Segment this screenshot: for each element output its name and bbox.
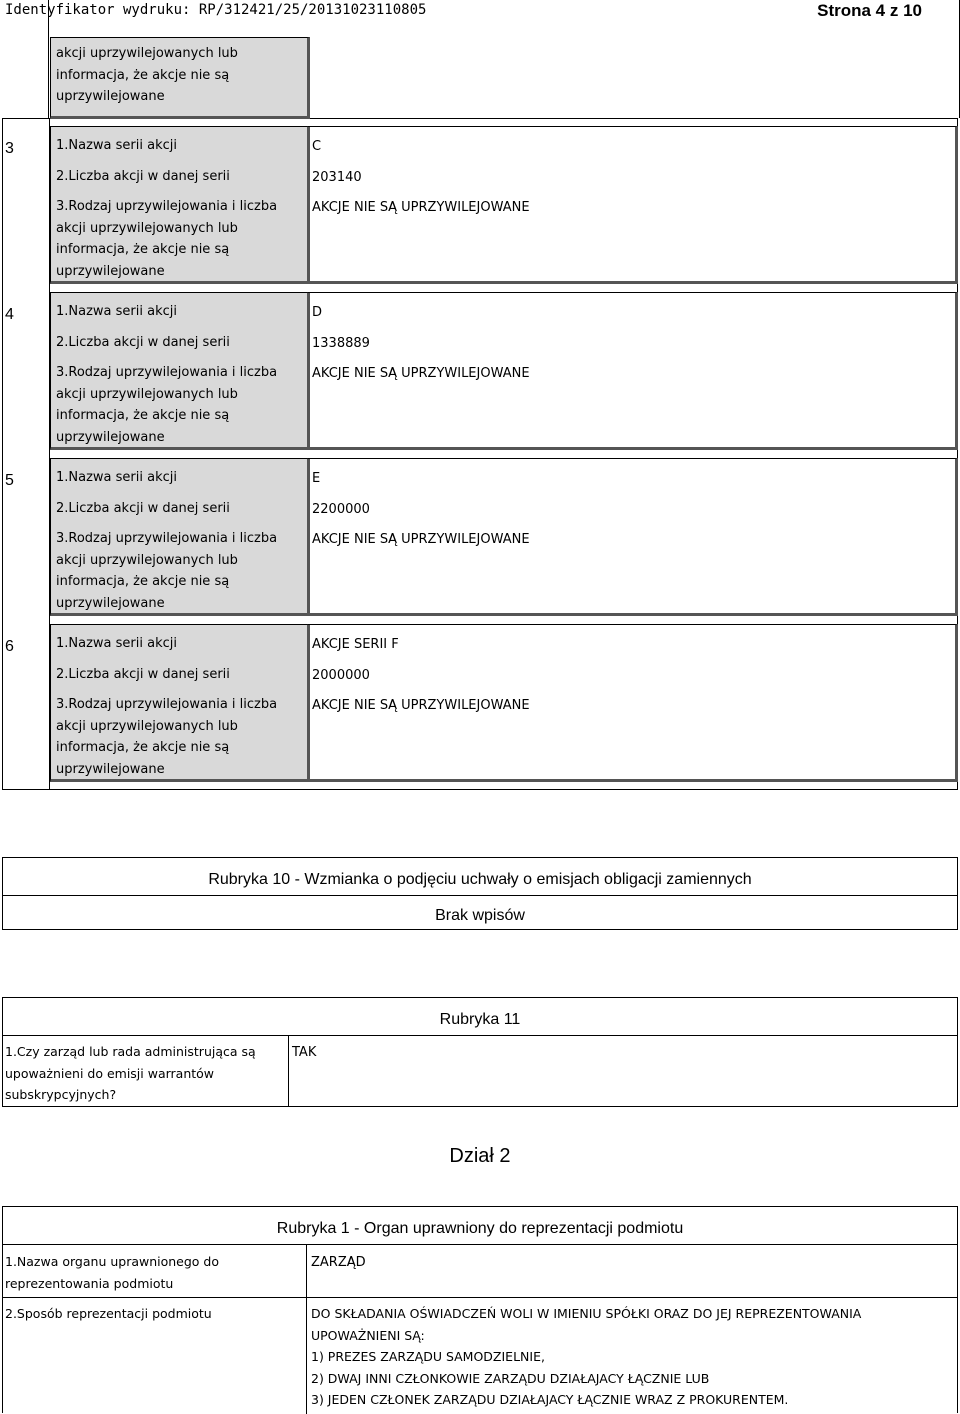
series-type: AKCJE NIE SĄ UPRZYWILEJOWANE [312,200,530,215]
rubryka1-col-divider [306,1244,307,1414]
series-labels-cell [50,126,310,284]
series-values-cell [308,292,958,450]
series-count: 203140 [312,170,362,185]
series-name: E [312,471,321,486]
continued-type-label-cell [50,37,310,119]
series-name: D [312,305,323,320]
label-series-count: 2.Liczba akcji w danej serii [56,667,230,682]
dzial2-title: Dział 2 [449,1145,511,1167]
label-series-type: 3.Rodzaj uprzywilejowania i liczba akcji uprzywilejowanych lub informacja, że akcje nie są uprzywilejowane [56,199,278,279]
series-count: 2000000 [312,668,370,683]
rubryka11-title: Rubryka 11 [439,1011,521,1028]
rubryka1-title: Rubryka 1 - Organ uprawniony do reprezentacji podmiotu [276,1220,684,1237]
series-labels-cell [50,458,310,616]
rubryka11-divider [3,1035,957,1036]
series-number: 3 [5,140,14,157]
label-series-type: 3.Rodzaj uprzywilejowania i liczba akcji uprzywilejowanych lub informacja, że akcje nie są uprzywilejowane [56,697,278,777]
rubryka1-method: DO SKŁADANIA OŚWIADCZEŃ WOLI W IMIENIU SPÓŁKI ORAZ DO JEJ REPREZENTOWANIA UPOWAŻNIENI SĄ: 1) PREZES ZARZĄDU SAMODZIELNIE, 2) DWAJ INNI CZŁONKOWIE ZARZĄDU DZIAŁAJACY ŁĄCZNIE LUB 3) JEDEN CZŁONEK ZARZĄDU DZIAŁAJACY ŁĄCZNIE WRAZ Z PROKURENTEM. [311,1306,862,1407]
series-type: AKCJE NIE SĄ UPRZYWILEJOWANE [312,532,530,547]
rubryka1-organ-label: 1.Nazwa organu uprawnionego do reprezentowania podmiotu [5,1254,220,1291]
series-number: 6 [5,638,14,655]
series-number: 5 [5,472,14,489]
print-identifier: Identyfikator wydruku: RP/312421/25/20131023110805 [5,2,427,18]
rubryka1-method-label: 2.Sposób reprezentacji podmiotu [5,1306,212,1321]
series-values-cell [308,126,958,284]
share-series-number-column [2,118,50,790]
series-labels-cell [50,292,310,450]
rubryka1-divider [3,1244,957,1245]
label-series-type: 3.Rodzaj uprzywilejowania i liczba akcji uprzywilejowanych lub informacja, że akcje nie są uprzywilejowane [56,531,278,611]
label-series-name: 1.Nazwa serii akcji [56,138,177,153]
series-labels-cell [50,624,310,782]
rubryka10-divider [3,895,957,896]
rubryka10-empty: Brak wpisów [435,907,525,924]
series-count: 2200000 [312,502,370,517]
rubryka11-question: 1.Czy zarząd lub rada administrująca są upoważnieni do emisji warrantów subskrypcyjnych? [5,1044,256,1102]
label-series-count: 2.Liczba akcji w danej serii [56,335,230,350]
page-number: Strona 4 z 10 [817,1,922,20]
rubryka1-row-divider [3,1297,957,1298]
series-name: C [312,139,322,154]
rubryka11-col-divider [288,1035,289,1106]
continued-type-label: akcji uprzywilejowanych lub informacja, że akcje nie są uprzywilejowane [56,46,238,104]
series-type: AKCJE NIE SĄ UPRZYWILEJOWANE [312,698,530,713]
series-values-cell [308,624,958,782]
rubryka1-organ: ZARZĄD [311,1255,366,1270]
label-series-count: 2.Liczba akcji w danej serii [56,169,230,184]
label-series-name: 1.Nazwa serii akcji [56,470,177,485]
series-values-cell [308,458,958,616]
series-name: AKCJE SERII F [312,637,399,652]
series-type: AKCJE NIE SĄ UPRZYWILEJOWANE [312,366,530,381]
label-series-count: 2.Liczba akcji w danej serii [56,501,230,516]
series-number: 4 [5,306,14,323]
label-series-name: 1.Nazwa serii akcji [56,636,177,651]
label-series-type: 3.Rodzaj uprzywilejowania i liczba akcji uprzywilejowanych lub informacja, że akcje nie są uprzywilejowane [56,365,278,445]
rubryka11-answer: TAK [292,1045,317,1060]
rubryka10-title: Rubryka 10 - Wzmianka o podjęciu uchwały o emisjach obligacji zamiennych [208,871,752,888]
label-series-name: 1.Nazwa serii akcji [56,304,177,319]
series-count: 1338889 [312,336,370,351]
